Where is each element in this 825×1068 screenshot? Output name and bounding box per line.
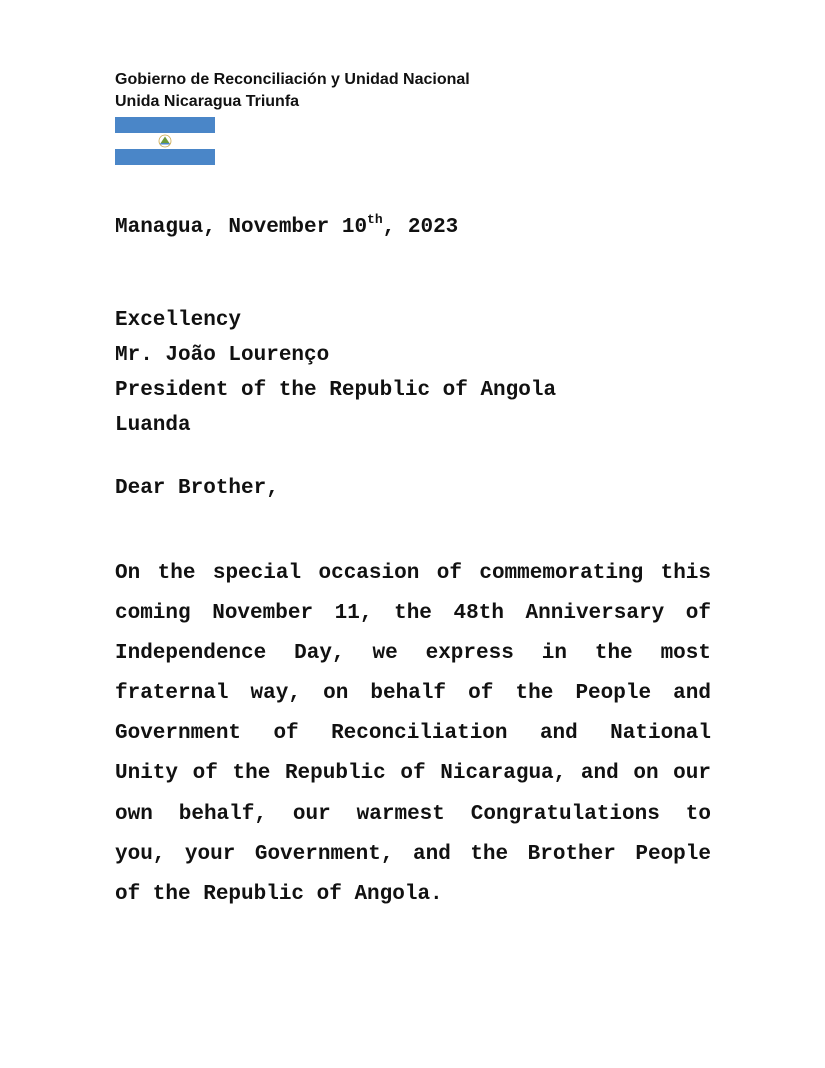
date-ordinal: th	[367, 212, 383, 227]
body-line: Government of Reconciliation and National	[115, 722, 711, 746]
body-line: coming November 11, the 48th Anniversary of	[115, 602, 711, 626]
letterhead-government-name: Gobierno de Reconciliación y Unidad Nacional	[115, 71, 470, 88]
body-line: Unity of the Republic of Nicaragua, and on our	[115, 762, 711, 786]
salutation: Dear Brother,	[115, 477, 279, 500]
body-line: own behalf, our warmest Congratulations to	[115, 802, 711, 826]
date-text: Managua, November 10	[115, 216, 368, 239]
body-line: of the Republic of Angola.	[115, 882, 443, 906]
date-year: , 2023	[382, 216, 459, 239]
letter-body	[115, 554, 711, 915]
body-line: fraternal way, on behalf of the People and	[115, 682, 711, 706]
letterhead-slogan: Unida Nicaragua Triunfa	[115, 93, 300, 110]
addressee-line: Mr. João Lourenço	[115, 344, 330, 367]
nicaragua-flag-icon	[115, 117, 215, 165]
letterhead	[115, 69, 470, 113]
addressee-line: President of the Republic of Angola	[115, 379, 557, 402]
body-line: Independence Day, we express in the most	[115, 642, 711, 666]
addressee-line: Luanda	[115, 414, 191, 437]
addressee-block	[115, 303, 556, 443]
body-line: On the special occasion of commemorating this	[115, 562, 711, 585]
addressee-line: Excellency	[115, 309, 242, 332]
letter-date	[115, 214, 458, 242]
body-line: you, your Government, and the Brother People	[115, 842, 711, 866]
